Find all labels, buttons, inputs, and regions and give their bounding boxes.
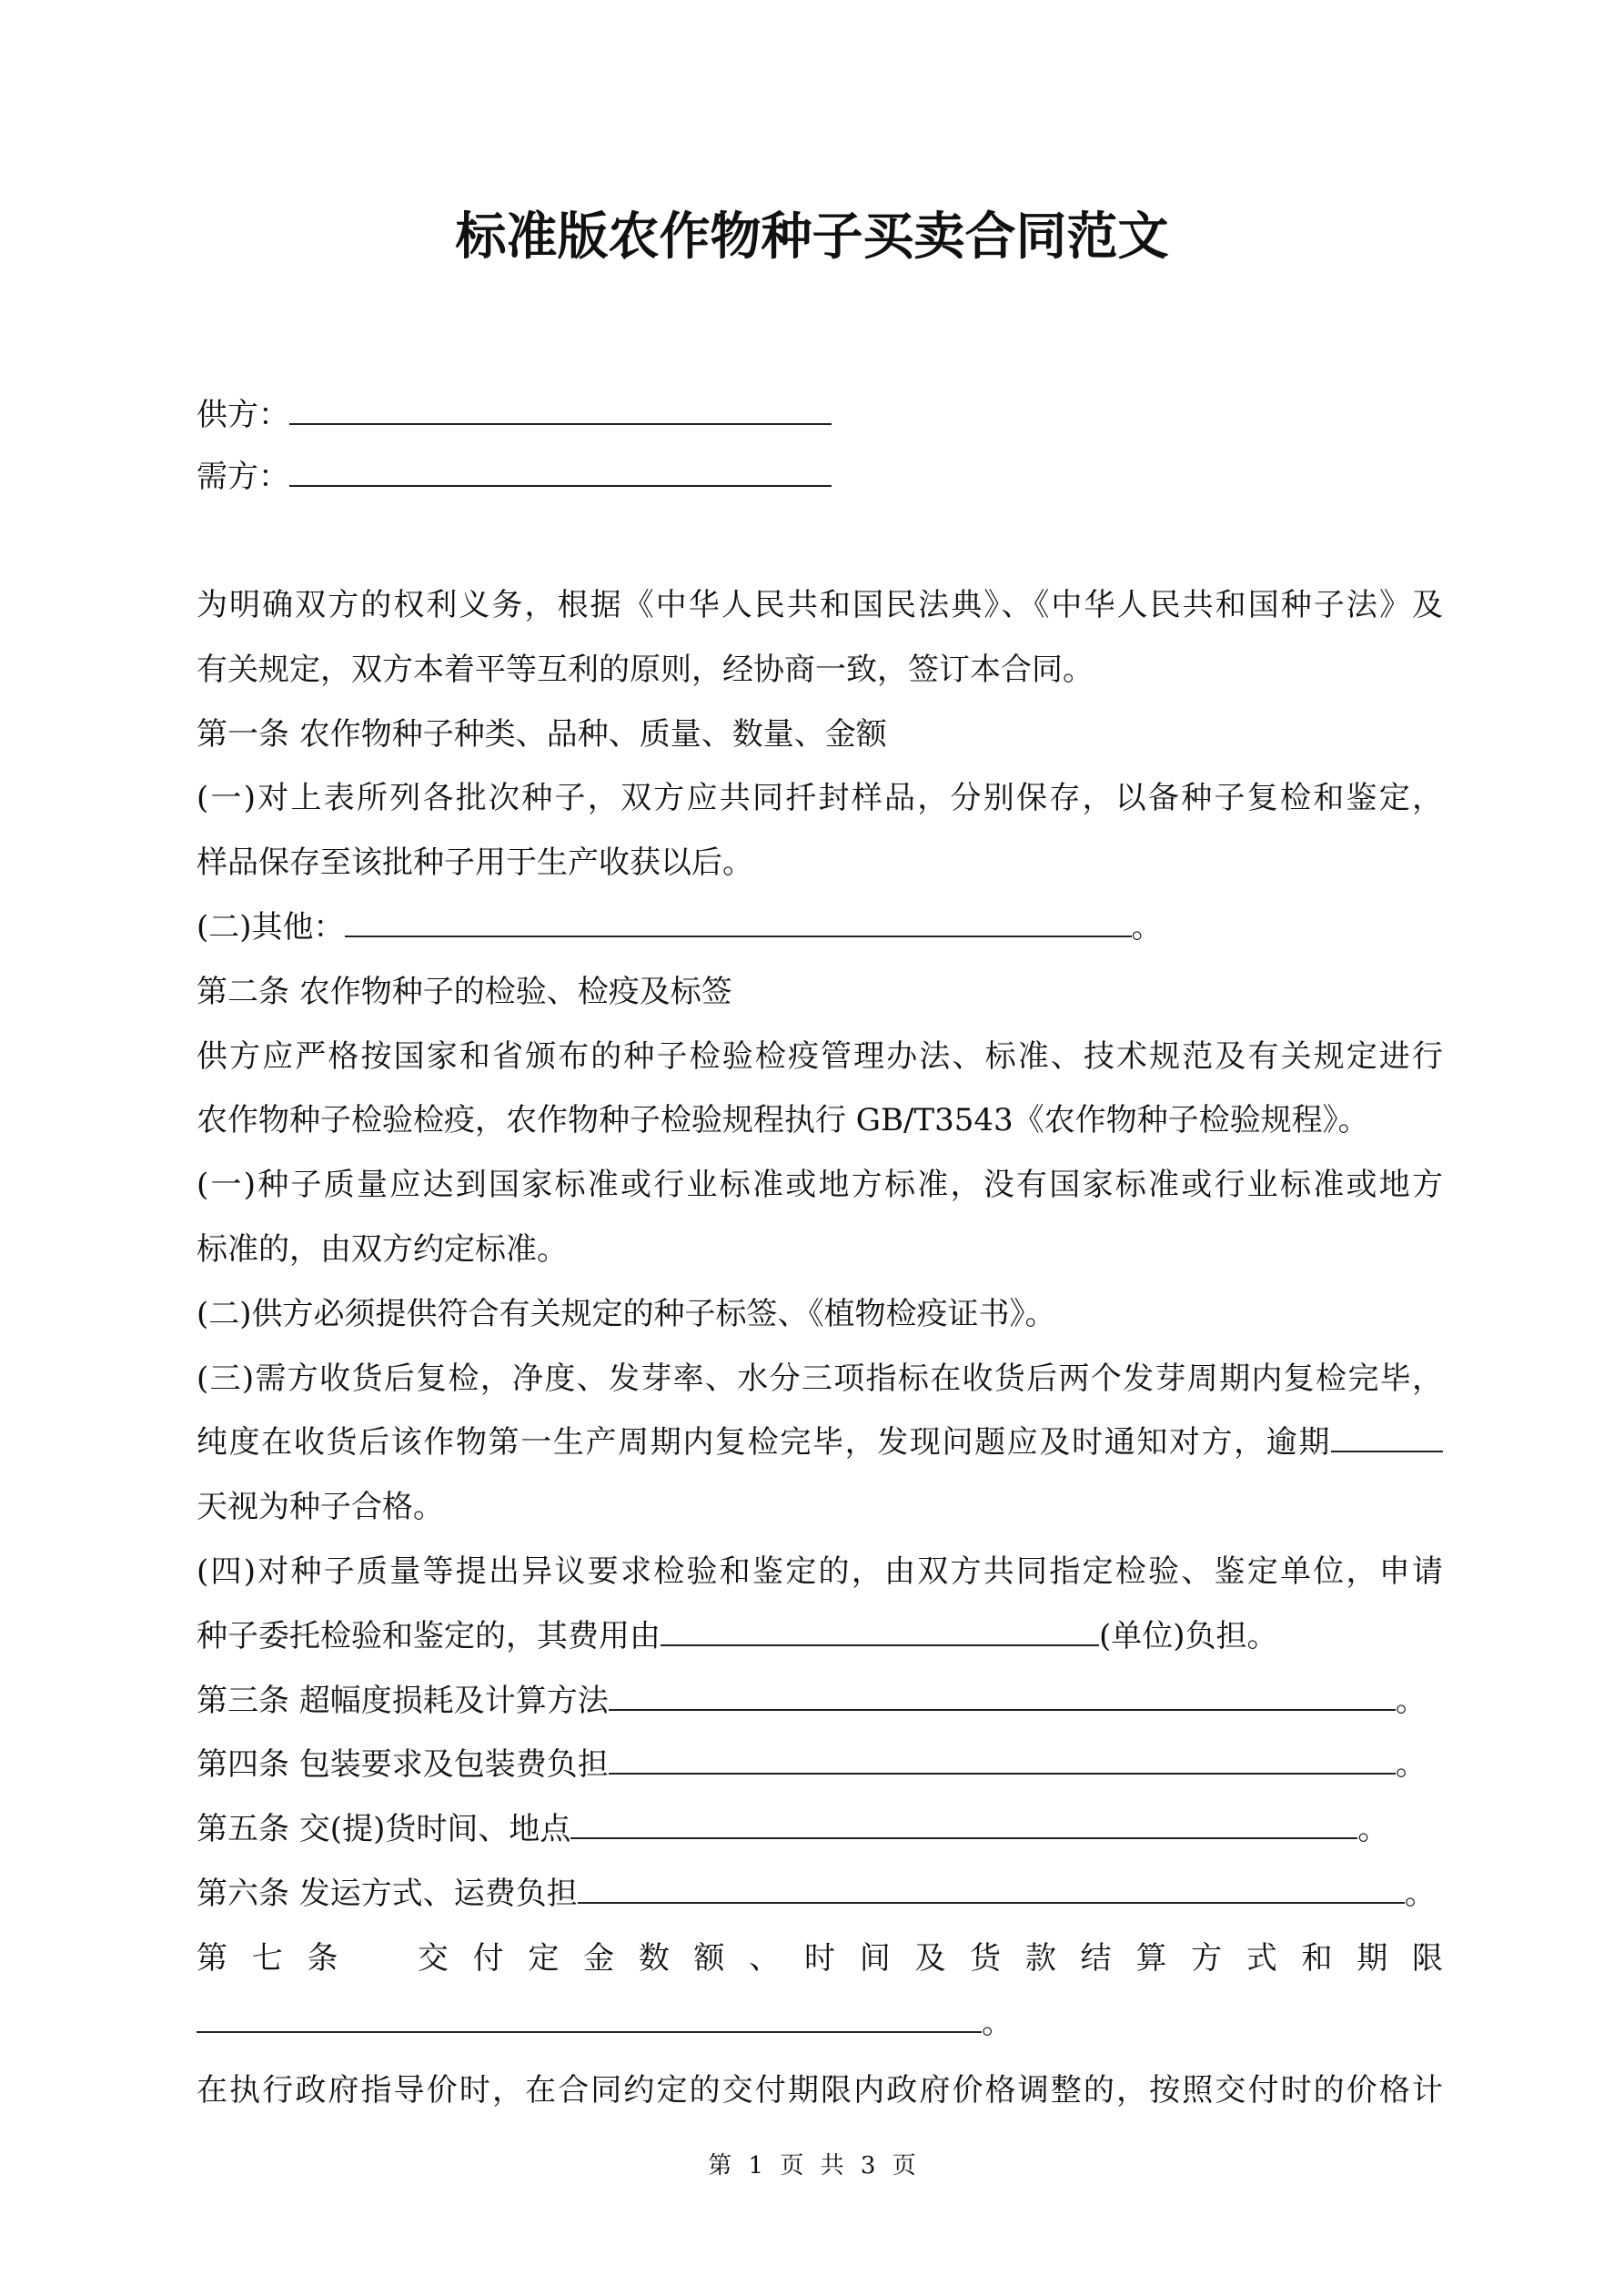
line-text: 第六条 发运方式、运费负担 <box>197 1876 578 1912</box>
supplier-blank <box>289 392 832 425</box>
line-text: (四)对种子质量等提出异议要求检验和鉴定的，由双方共同指定检验、鉴定单位，申请 <box>197 1553 1443 1590</box>
buyer-label: 需方： <box>197 459 289 495</box>
fill-in-blank <box>345 905 1132 937</box>
line-text: 。 <box>1395 1746 1427 1784</box>
text-line <box>197 831 1443 895</box>
text-line <box>197 895 1443 960</box>
line-text: (单位)负担。 <box>1099 1617 1278 1654</box>
line-text: 第一条 农作物种子种类、品种、质量、数量、金额 <box>197 715 887 753</box>
fill-in-blank <box>197 2000 982 2033</box>
fill-in-blank <box>609 1742 1396 1775</box>
text-line <box>197 2058 1443 2123</box>
text-line <box>197 1540 1443 1604</box>
line-text: (一)种子质量应达到国家标准或行业标准或地方标准，没有国家标准或行业标准或地方 <box>197 1167 1443 1204</box>
page-number: 第 1 页 共 3 页 <box>708 2152 916 2180</box>
text-line <box>197 1669 1443 1734</box>
line-text: 第二条 农作物种子的检验、检疫及标签 <box>197 973 732 1010</box>
line-text: (三)需方收货后复检，净度、发芽率、水分三项指标在收货后两个发芽周期内复检完毕， <box>197 1360 1443 1397</box>
line-text: 第三条 超幅度损耗及计算方法 <box>197 1682 609 1719</box>
line-text: 供方应严格按国家和省颁布的种子检验检疫管理办法、标准、技术规范及有关规定进行 <box>197 1037 1443 1075</box>
line-text: 第四条 包装要求及包装费负担 <box>197 1746 609 1784</box>
text-line <box>197 1927 1443 1991</box>
text-line <box>197 638 1443 703</box>
text-line <box>197 1347 1443 1411</box>
line-text: 。 <box>1131 909 1163 946</box>
line-text: 有关规定，双方本着平等互利的原则，经协商一致，签订本合同。 <box>197 651 1094 688</box>
text-line <box>197 1218 1443 1282</box>
line-text: 。 <box>1404 1876 1436 1912</box>
line-text: 天视为种子合格。 <box>197 1489 444 1526</box>
supplier-field <box>197 392 832 437</box>
line-text: (一)对上表所列各批次种子，双方应共同扦封样品，分别保存，以备种子复检和鉴定， <box>197 780 1443 817</box>
text-line <box>197 573 1443 638</box>
line-text: (二)其他： <box>197 909 345 946</box>
text-line <box>197 1282 1443 1347</box>
text-line <box>197 1025 1443 1089</box>
document-title: 标准版农作物种子买卖合同范文 <box>455 207 1169 267</box>
line-text: 在执行政府指导价时，在合同约定的交付期限内政府价格调整的，按照交付时的价格计 <box>197 2072 1443 2109</box>
fill-in-blank <box>1331 1420 1443 1452</box>
buyer-blank <box>289 454 832 487</box>
fill-in-blank <box>570 1806 1357 1839</box>
line-text: 农作物种子检验检疫，农作物种子检验规程执行 GB/T3543《农作物种子检验规程》。 <box>197 1102 1369 1139</box>
line-text: 种子委托检验和鉴定的，其费用由 <box>197 1617 661 1654</box>
line-text: (二)供方必须提供符合有关规定的种子标签、《植物检疫证书》。 <box>197 1295 1056 1332</box>
text-line <box>197 1991 1443 2056</box>
fill-in-blank <box>661 1613 1099 1646</box>
text-line <box>197 1604 1443 1669</box>
line-text: 为明确双方的权利义务，根据《中华人民共和国民法典》、《中华人民共和国种子法》及 <box>197 587 1443 623</box>
line-text: 第五条 交(提)货时间、地点 <box>197 1811 571 1848</box>
text-line <box>197 703 1443 767</box>
fill-in-blank <box>609 1678 1396 1711</box>
text-line <box>197 1862 1443 1927</box>
line-text: 标准的，由双方约定标准。 <box>197 1231 568 1268</box>
buyer-field <box>197 454 832 499</box>
line-text: 。 <box>1357 1811 1389 1848</box>
text-line <box>197 1797 1443 1862</box>
text-line <box>197 1733 1443 1797</box>
line-text: 。 <box>1395 1682 1427 1719</box>
line-text: 样品保存至该批种子用于生产收获以后。 <box>197 845 753 882</box>
line-text: 第七条 交付定金数额、时间及货款结算方式和期限 <box>197 1939 1443 1977</box>
text-line <box>197 1411 1443 1475</box>
fill-in-blank <box>578 1871 1405 1904</box>
text-line <box>197 1153 1443 1218</box>
text-line <box>197 766 1443 831</box>
text-line <box>197 1475 1443 1540</box>
text-line <box>197 1088 1443 1153</box>
line-text: 。 <box>982 2004 1013 2041</box>
text-line <box>197 960 1443 1025</box>
supplier-label: 供方： <box>197 397 289 433</box>
line-text: 纯度在收货后该作物第一生产周期内复检完毕，发现问题应及时通知对方，逾期 <box>197 1424 1331 1462</box>
